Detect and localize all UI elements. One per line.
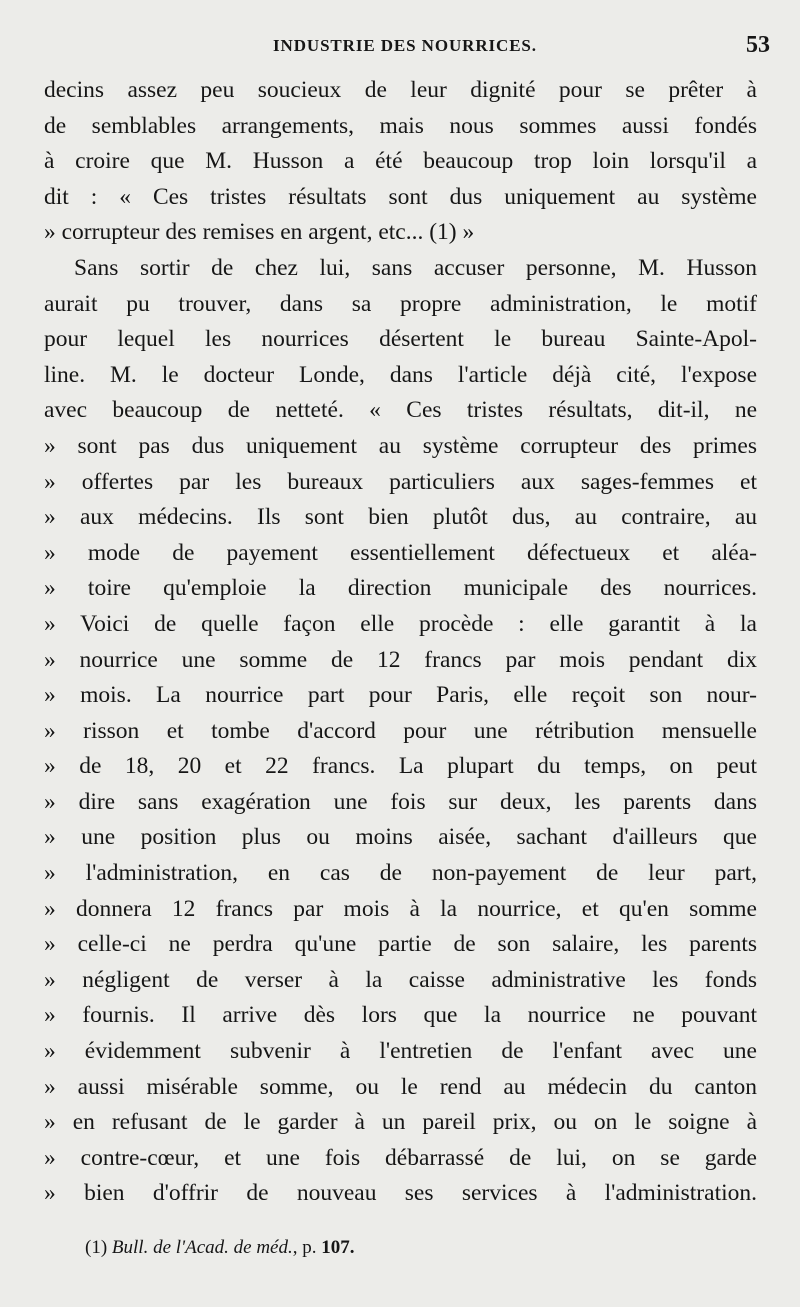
quoted-line: » aux médecins. Ils sont bien plutôt dus, au contraire, au — [44, 504, 757, 531]
running-head — [40, 32, 770, 66]
text-line: aurait pu trouver, dans sa propre administration, le motif — [44, 290, 757, 317]
footnote-citation: Bull. de l'Acad. de méd. — [111, 1237, 293, 1258]
quoted-line: » Voici de quelle façon elle procède : elle garantit à la — [44, 610, 757, 637]
quoted-line: » fournis. Il arrive dès lors que la nourrice ne pouvant — [44, 1002, 757, 1029]
quoted-line: » en refusant de le garder à un pareil prix, ou on le soigne à — [44, 1109, 757, 1136]
running-title: INDUSTRIE DES NOURRICES. — [273, 36, 537, 55]
quoted-line: » contre-cœur, et une fois débarrassé de lui, on se garde — [44, 1144, 757, 1171]
footnote — [85, 1237, 354, 1259]
quoted-line: » de 18, 20 et 22 francs. La plupart du temps, on peut — [44, 753, 757, 780]
quoted-line: » une position plus ou moins aisée, sachant d'ailleurs que — [44, 824, 757, 851]
quoted-line: » mode de payement essentiellement défectueux et aléa- — [44, 539, 757, 566]
quoted-line: » négligent de verser à la caisse administrative les fonds — [44, 966, 757, 993]
quoted-line: » offertes par les bureaux particuliers aux sages-femmes et — [44, 468, 757, 495]
page-number: 53 — [746, 32, 770, 58]
body-text — [44, 73, 757, 1212]
quoted-line: » toire qu'emploie la direction municipale des nourrices. — [44, 575, 757, 602]
quoted-line: » évidemment subvenir à l'entretien de l'enfant avec une — [44, 1038, 757, 1065]
text-line: dit : « Ces tristes résultats sont dus uniquement au système — [44, 183, 757, 210]
paragraph-start-line: Sans sortir de chez lui, sans accuser personne, M. Husson — [74, 254, 757, 281]
quoted-line: » l'administration, en cas de non-payement de leur part, — [44, 860, 757, 887]
text-line: à croire que M. Husson a été beaucoup trop loin lorsqu'il a — [44, 148, 757, 175]
quoted-line: » bien d'offrir de nouveau ses services à l'administration. — [44, 1180, 757, 1207]
quoted-line: » dire sans exagération une fois sur deux, les parents dans — [44, 788, 757, 815]
quoted-line: » risson et tombe d'accord pour une rétribution mensuelle — [44, 717, 757, 744]
quoted-line: » sont pas dus uniquement au système corrupteur des primes — [44, 432, 757, 459]
footnote-marker: (1) — [85, 1237, 108, 1258]
quoted-line: » celle-ci ne perdra qu'une partie de son salaire, les parents — [44, 931, 757, 958]
quoted-line: » nourrice une somme de 12 francs par mois pendant dix — [44, 646, 757, 673]
text-line: decins assez peu soucieux de leur dignité pour se prêter à — [44, 77, 757, 103]
quoted-line: » donnera 12 francs par mois à la nourrice, et qu'en somme — [44, 895, 757, 922]
text-line: pour lequel les nourrices désertent le bureau Sainte-Apol- — [44, 326, 757, 353]
text-line: de semblables arrangements, mais nous sommes aussi fondés — [44, 112, 757, 139]
text-line: avec beaucoup de netteté. « Ces tristes résultats, dit-il, ne — [44, 397, 757, 424]
text-line: line. M. le docteur Londe, dans l'article déjà cité, l'expose — [44, 361, 757, 388]
footnote-page-value: 107. — [321, 1237, 355, 1258]
quoted-line: » aussi misérable somme, ou le rend au médecin du canton — [44, 1073, 757, 1100]
text-line: » corrupteur des remises en argent, etc... (1) » — [44, 219, 475, 246]
quoted-line: » mois. La nourrice part pour Paris, elle reçoit son nour- — [44, 682, 757, 709]
footnote-page-label: , p. — [292, 1237, 317, 1258]
